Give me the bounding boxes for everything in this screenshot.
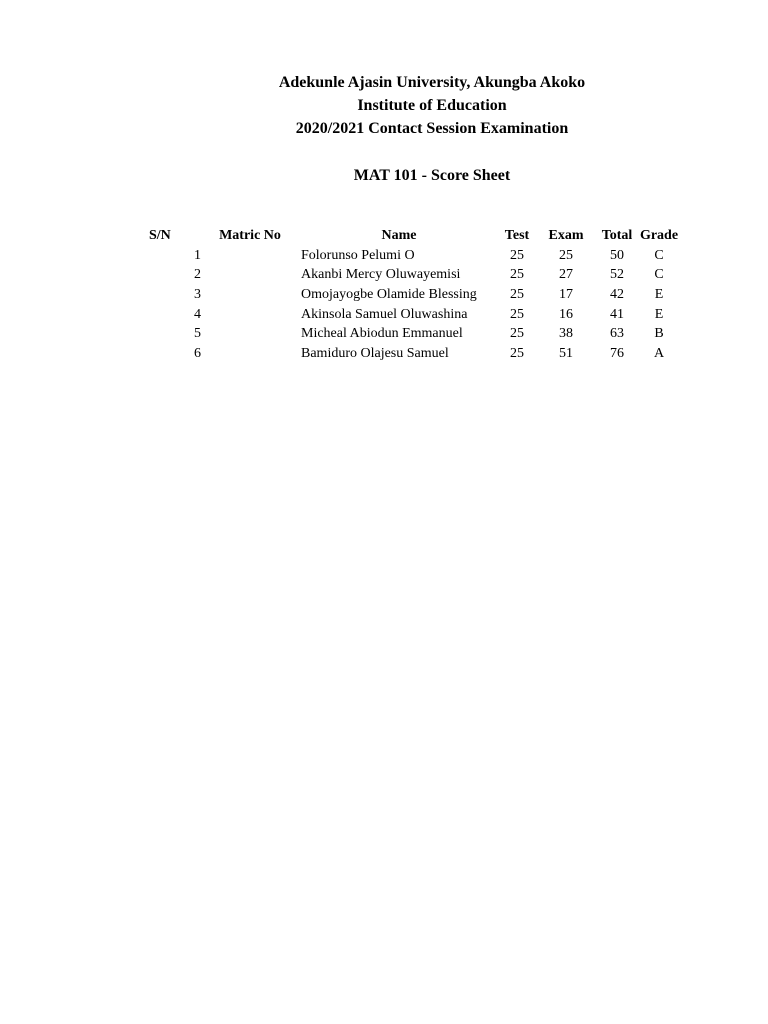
cell-total: 42 [610,286,624,302]
table-header-row [140,226,679,246]
cell-grade: E [654,286,664,302]
cell-sn: 2 [194,267,201,283]
score-table [140,226,679,364]
cell-matric [201,265,299,285]
cell-grade: E [654,306,664,322]
cell-grade: A [653,345,665,361]
cell-test: 25 [510,267,524,283]
cell-sn: 5 [194,326,201,342]
column-header-name: Name [381,227,417,243]
table-row [140,265,679,285]
session-title: 2020/2021 Contact Session Examination [295,120,569,137]
cell-name: Micheal Abiodun Emmanuel [301,326,463,342]
cell-test: 25 [510,345,524,361]
column-header-grade: Grade [639,227,679,243]
cell-exam: 16 [559,306,573,322]
cell-grade: C [654,267,664,283]
table-row [140,305,679,325]
cell-exam: 38 [559,326,573,342]
cell-matric [201,305,299,325]
cell-grade: B [654,326,664,342]
column-header-test: Test [504,227,530,243]
cell-test: 25 [510,326,524,342]
cell-sn: 1 [194,247,201,263]
cell-sn: 4 [194,306,201,322]
column-header-matric: Matric No [219,227,281,243]
cell-exam: 17 [559,286,573,302]
cell-sn: 3 [194,286,201,302]
cell-sn: 6 [194,345,201,361]
cell-matric [201,344,299,364]
cell-exam: 51 [559,345,573,361]
cell-exam: 27 [559,267,573,283]
university-name: Adekunle Ajasin University, Akungba Akoko [278,74,586,91]
cell-test: 25 [510,286,524,302]
cell-total: 76 [610,345,624,361]
institute-name: Institute of Education [357,97,507,114]
cell-name: Folorunso Pelumi O [301,247,415,263]
cell-test: 25 [510,306,524,322]
cell-matric [201,285,299,305]
cell-total: 52 [610,267,624,283]
cell-total: 41 [610,306,624,322]
table-row [140,344,679,364]
column-header-sn: S/N [149,227,171,243]
cell-name: Omojayogbe Olamide Blessing [301,286,477,302]
cell-name: Bamiduro Olajesu Samuel [301,345,449,361]
cell-matric [201,246,299,266]
subject-heading [0,164,768,187]
column-header-exam: Exam [548,227,584,243]
cell-test: 25 [510,247,524,263]
cell-total: 63 [610,326,624,342]
cell-name: Akanbi Mercy Oluwayemisi [301,267,461,283]
cell-exam: 25 [559,247,573,263]
cell-grade: C [654,247,664,263]
document-header [0,71,768,140]
table-row [140,285,679,305]
table-row [140,324,679,344]
cell-name: Akinsola Samuel Oluwashina [301,306,468,322]
cell-total: 50 [610,247,624,263]
cell-matric [201,324,299,344]
table-row [140,246,679,266]
subject-title: MAT 101 - Score Sheet [353,167,511,184]
column-header-total: Total [601,227,633,243]
